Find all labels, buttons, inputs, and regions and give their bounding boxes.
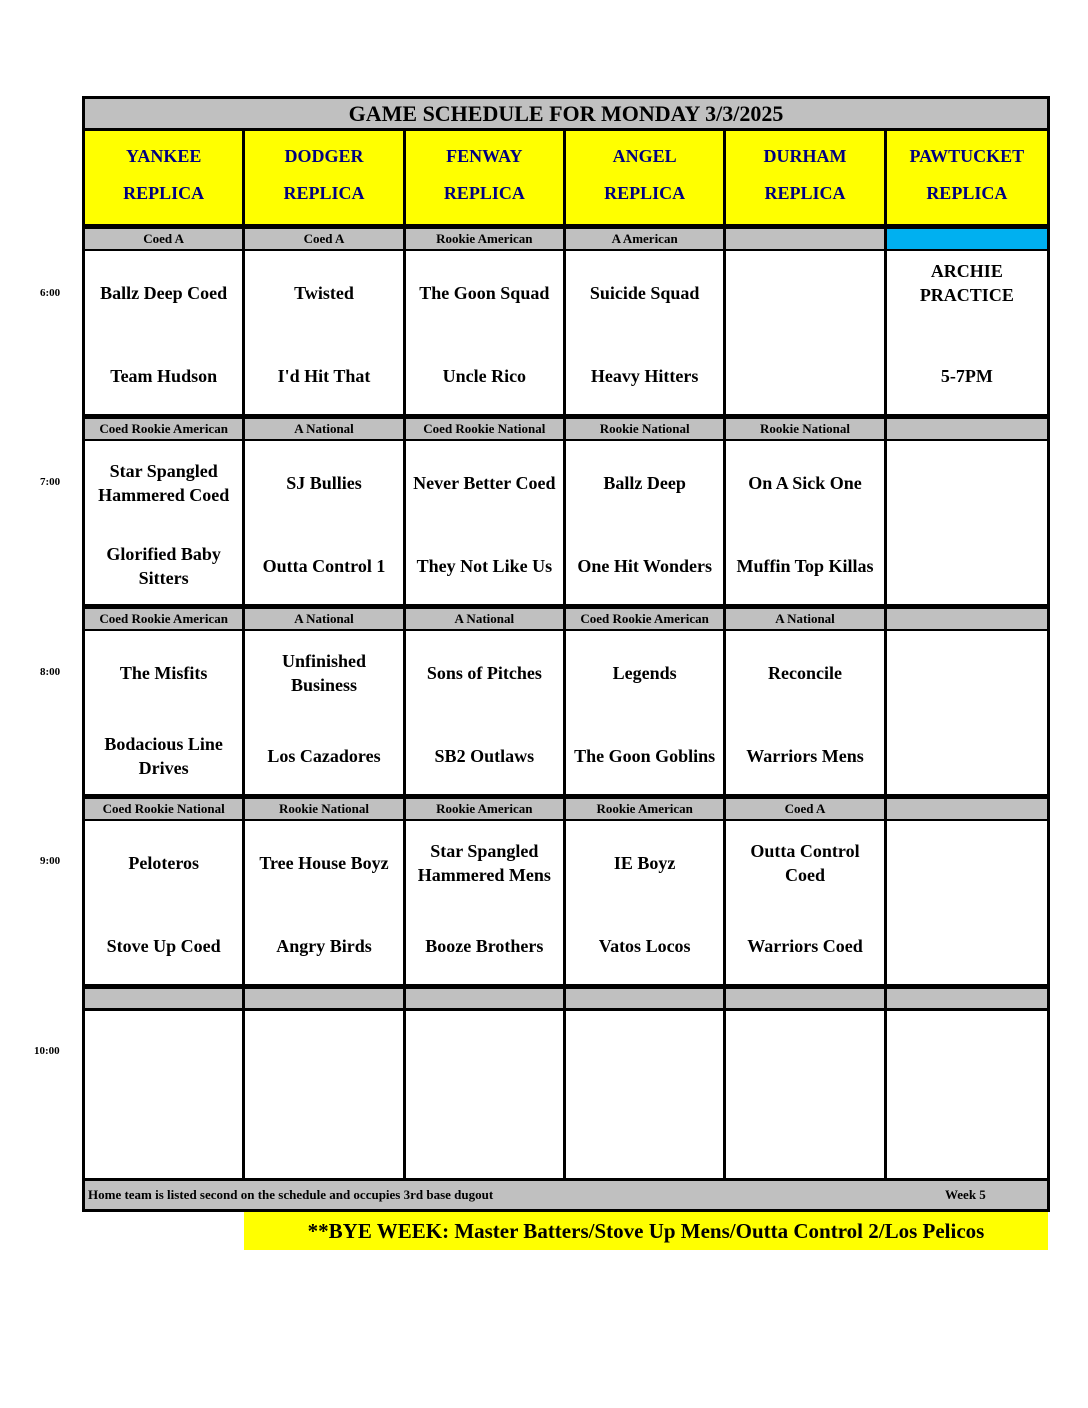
division-label: Coed A (726, 797, 886, 819)
game-cell (85, 441, 245, 604)
field-header (887, 131, 1047, 224)
division-label: Coed A (85, 227, 245, 249)
game-row (85, 631, 1047, 797)
game-cell (566, 1011, 726, 1178)
game-cell (406, 251, 566, 414)
field-subtitle: REPLICA (443, 183, 525, 203)
game-cell (85, 1011, 245, 1178)
away-team: Star Spangled Hammered Mens (417, 841, 551, 885)
game-row (85, 821, 1047, 987)
game-cell (245, 441, 405, 604)
home-team: They Not Like Us (416, 556, 553, 576)
away-team: Ballz Deep Coed (100, 283, 228, 303)
away-team: Tree House Boyz (259, 853, 389, 873)
division-label (85, 987, 245, 1008)
home-team: Muffin Top Killas (736, 556, 874, 576)
field-header (245, 131, 405, 224)
field-header (566, 131, 726, 224)
home-team: Uncle Rico (442, 366, 527, 386)
away-team: Reconcile (768, 663, 842, 683)
away-team: The Misfits (119, 663, 208, 683)
field-subtitle: REPLICA (123, 183, 205, 203)
bye-week-banner: **BYE WEEK: Master Batters/Stove Up Mens/Outta Control 2/Los Pelicos (244, 1212, 1048, 1250)
time-label: 8:00 (40, 666, 61, 678)
field-subtitle: REPLICA (926, 183, 1008, 203)
division-label (887, 987, 1047, 1008)
time-label: 7:00 (40, 476, 61, 488)
away-team: Sons of Pitches (426, 663, 542, 683)
field-subtitle: REPLICA (764, 183, 846, 203)
field-name: ANGEL (612, 146, 677, 166)
division-label: Coed Rookie National (85, 797, 245, 819)
home-team: Vatos Locos (598, 936, 691, 956)
away-team: Legends (612, 663, 677, 683)
away-team (887, 835, 1047, 891)
division-label: Coed Rookie American (85, 607, 245, 629)
division-label: Coed A (245, 227, 405, 249)
division-label: Rookie National (566, 417, 726, 439)
home-team: Los Cazadores (267, 746, 381, 766)
away-team (726, 265, 883, 321)
field-name: PAWTUCKET (909, 146, 1025, 166)
game-cell (887, 1011, 1047, 1178)
practice-label: ARCHIE PRACTICE (919, 261, 1014, 305)
game-cell (245, 1011, 405, 1178)
division-label: Coed Rookie National (406, 417, 566, 439)
away-team (887, 455, 1047, 511)
away-team (887, 645, 1047, 701)
game-cell (245, 631, 405, 794)
division-label: Rookie American (406, 227, 566, 249)
home-team: Heavy Hitters (590, 366, 699, 386)
home-team: Angry Birds (276, 936, 372, 956)
division-label: Rookie National (245, 797, 405, 819)
game-cell (406, 821, 566, 984)
game-cell (406, 441, 566, 604)
away-team: Outta Control Coed (750, 841, 860, 885)
home-team: Glorified Baby Sitters (106, 544, 221, 588)
game-cell (726, 251, 886, 414)
practice-time: 5-7PM (940, 366, 993, 386)
home-team-note: Home team is listed second on the schedule and occupies 3rd base dugout (88, 1187, 494, 1202)
division-label (887, 797, 1047, 819)
division-label: A National (726, 607, 886, 629)
home-team: SB2 Outlaws (434, 746, 535, 766)
game-cell (245, 821, 405, 984)
field-header (726, 131, 886, 224)
time-label: 6:00 (40, 287, 61, 299)
game-cell (85, 251, 245, 414)
division-label (887, 417, 1047, 439)
field-header (85, 131, 245, 224)
schedule-table (82, 96, 1050, 1212)
home-team (726, 348, 883, 404)
game-cell (406, 1011, 566, 1178)
game-cell (887, 631, 1047, 794)
time-column (0, 0, 83, 1408)
division-row (85, 227, 1047, 251)
away-team: Peloteros (128, 853, 199, 873)
division-label: Coed Rookie American (85, 417, 245, 439)
home-team: Warriors Mens (746, 746, 864, 766)
division-label (726, 987, 886, 1008)
time-label: 9:00 (40, 855, 61, 867)
game-cell (726, 441, 886, 604)
field-name: FENWAY (446, 146, 523, 166)
game-cell (566, 251, 726, 414)
time-label: 10:00 (34, 1045, 60, 1057)
home-team (887, 918, 1047, 974)
game-row (85, 251, 1047, 417)
field-header (406, 131, 566, 224)
division-label: Rookie American (406, 797, 566, 819)
game-cell (85, 821, 245, 984)
division-label-practice (887, 227, 1047, 249)
game-cell (85, 631, 245, 794)
division-label: Rookie National (726, 417, 886, 439)
home-team (887, 538, 1047, 594)
away-team: Star Spangled Hammered Coed (98, 461, 230, 505)
game-cell (887, 441, 1047, 604)
home-team: Outta Control 1 (262, 556, 386, 576)
home-team: The Goon Goblins (574, 746, 716, 766)
division-label: Coed Rookie American (566, 607, 726, 629)
away-team: Suicide Squad (589, 283, 700, 303)
field-name: DURHAM (763, 146, 847, 166)
footer-row (85, 1181, 1047, 1209)
division-label: A National (406, 607, 566, 629)
away-team: Unfinished Business (281, 651, 367, 695)
game-cell (726, 1011, 886, 1178)
game-cell (566, 441, 726, 604)
game-cell (566, 631, 726, 794)
home-team (887, 728, 1047, 784)
home-team: Bodacious Line Drives (104, 734, 223, 778)
home-team: I'd Hit That (277, 366, 371, 386)
division-row (85, 607, 1047, 631)
home-team: Booze Brothers (425, 936, 544, 956)
empty-game-row (85, 1011, 1047, 1181)
game-cell (245, 251, 405, 414)
division-label: A National (245, 607, 405, 629)
away-team: Never Better Coed (413, 473, 556, 493)
division-row (85, 797, 1047, 821)
field-name: DODGER (284, 146, 364, 166)
division-label: A National (245, 417, 405, 439)
division-label: Rookie American (566, 797, 726, 819)
division-label (245, 987, 405, 1008)
game-cell (726, 821, 886, 984)
division-label (566, 987, 726, 1008)
game-cell (887, 821, 1047, 984)
away-team: IE Boyz (613, 853, 676, 873)
field-name: YANKEE (125, 146, 202, 166)
home-team: Stove Up Coed (106, 936, 221, 956)
game-cell (406, 631, 566, 794)
field-subtitle: REPLICA (604, 183, 686, 203)
away-team: Twisted (294, 283, 354, 303)
home-team: Team Hudson (110, 366, 218, 386)
away-team: SJ Bullies (286, 473, 362, 493)
field-subtitle: REPLICA (283, 183, 365, 203)
division-label: A American (566, 227, 726, 249)
field-header-row (85, 131, 1047, 227)
week-label: Week 5 (945, 1187, 986, 1202)
away-team: Ballz Deep (603, 473, 686, 493)
division-row (85, 417, 1047, 441)
home-team: One Hit Wonders (577, 556, 712, 576)
game-cell (566, 821, 726, 984)
away-team: On A Sick One (748, 473, 862, 493)
game-cell (887, 251, 1047, 414)
division-row (85, 987, 1047, 1011)
game-cell (726, 631, 886, 794)
home-team: Warriors Coed (747, 936, 863, 956)
division-label (887, 607, 1047, 629)
division-label (726, 227, 886, 249)
away-team: The Goon Squad (419, 283, 550, 303)
division-label (406, 987, 566, 1008)
schedule-title: GAME SCHEDULE FOR MONDAY 3/3/2025 (85, 99, 1047, 131)
game-row (85, 441, 1047, 607)
